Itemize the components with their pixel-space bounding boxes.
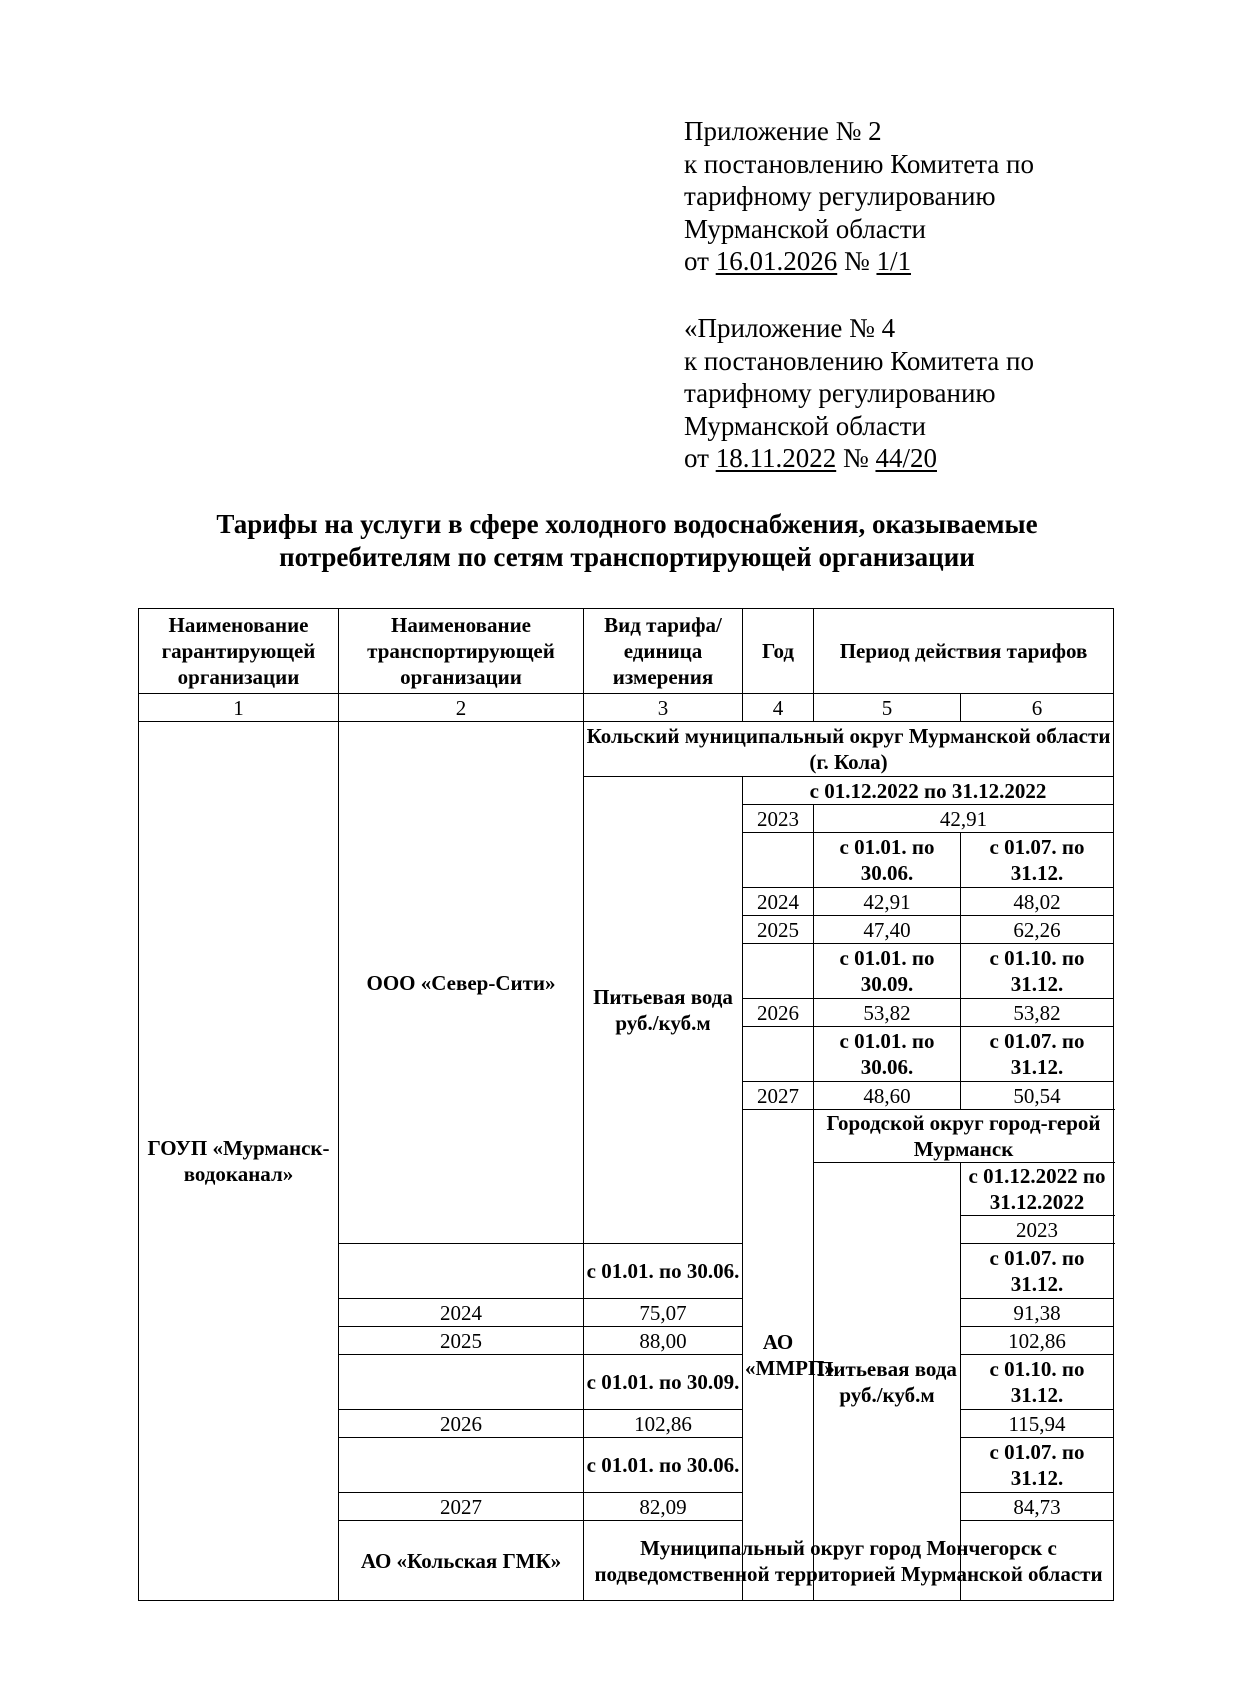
tariff-value: 82,09	[584, 1493, 743, 1521]
year-cell: 2024	[743, 888, 814, 916]
period-cell: с 01.07. по 31.12.	[961, 1438, 1114, 1493]
period-cell: с 01.01. по 30.09.	[814, 944, 961, 999]
tariff-value: 47,40	[814, 916, 961, 944]
resolution-number: 44/20	[875, 443, 937, 473]
year-cell-empty	[339, 1244, 584, 1299]
column-number: 4	[743, 694, 814, 722]
tariff-value: 102,86	[961, 1327, 1114, 1355]
appendix-line: Мурманской области	[684, 213, 926, 244]
tariff-value: 50,54	[961, 1082, 1114, 1110]
appendix-amended-header	[684, 312, 1034, 475]
date-prefix: от	[684, 443, 716, 473]
transport-org-cell: АО «Кольская ГМК»	[339, 1521, 584, 1601]
appendix-line: Мурманской области	[684, 410, 926, 441]
year-cell: 2025	[339, 1327, 584, 1355]
year-cell-empty	[743, 833, 814, 888]
appendix-current-header	[684, 115, 1034, 278]
tariff-value: 115,94	[961, 1410, 1114, 1438]
tariff-type-cell: Питьевая вода руб./куб.м	[584, 777, 743, 1244]
territory-cell: Муниципальный округ город Мончегорск с подведомственной территорией Мурманской области	[584, 1521, 1114, 1601]
appendix-title: «Приложение № 4	[684, 313, 896, 343]
period-cell: с 01.10. по 31.12.	[961, 1355, 1114, 1410]
document-title	[0, 508, 1254, 574]
tariff-value: 48,02	[961, 888, 1114, 916]
year-cell: 2027	[743, 1082, 814, 1110]
year-cell: 2024	[339, 1299, 584, 1327]
appendix-date-line	[684, 245, 1034, 278]
transport-org-cell: АО «ММРП»	[743, 1110, 814, 1601]
year-cell: 2026	[339, 1410, 584, 1438]
column-number-row	[139, 694, 1114, 722]
period-cell: с 01.01. по 30.06.	[814, 1027, 961, 1082]
column-number: 5	[814, 694, 961, 722]
header-tariff-type: Вид тарифа/ единица измерения	[584, 609, 743, 694]
tariffs-table	[138, 608, 1114, 1601]
tariff-value: 53,82	[814, 999, 961, 1027]
period-cell: с 01.12.2022 по 31.12.2022	[743, 777, 1114, 805]
tariff-value: 53,82	[961, 999, 1114, 1027]
year-cell: 2025	[743, 916, 814, 944]
appendix-line: тарифному регулированию	[684, 181, 996, 211]
tariff-value: 42,91	[814, 888, 961, 916]
tariff-value: 48,60	[814, 1082, 961, 1110]
column-number: 1	[139, 694, 339, 722]
period-cell: с 01.01. по 30.06.	[584, 1438, 743, 1493]
number-prefix: №	[837, 246, 877, 276]
header-period: Период действия тарифов	[814, 609, 1114, 694]
header-guaranteeing-org: Наименование гарантирующей организации	[139, 609, 339, 694]
tariff-value: 91,38	[961, 1299, 1114, 1327]
year-cell: 2026	[743, 999, 814, 1027]
guaranteeing-org-cell: ГОУП «Мурманск-водоканал»	[139, 722, 339, 1601]
title-line-2: потребителям по сетям транспортирующей организации	[279, 542, 975, 572]
date-prefix: от	[684, 246, 716, 276]
number-prefix: №	[836, 443, 876, 473]
tariff-type-cell: Питьевая вода руб./куб.м	[814, 1163, 961, 1601]
title-line-1: Тарифы на услуги в сфере холодного водоснабжения, оказываемые	[216, 509, 1038, 539]
year-cell-empty	[339, 1438, 584, 1493]
year-cell-empty	[339, 1355, 584, 1410]
table-row	[139, 722, 1114, 777]
year-cell-empty	[743, 1027, 814, 1082]
period-cell: с 01.07. по 31.12.	[961, 1244, 1114, 1299]
column-number: 2	[339, 694, 584, 722]
period-cell: с 01.10. по 31.12.	[961, 944, 1114, 999]
header-year: Год	[743, 609, 814, 694]
tariff-value: 102,86	[584, 1410, 743, 1438]
period-cell: с 01.07. по 31.12.	[961, 833, 1114, 888]
period-cell: с 01.07. по 31.12.	[961, 1027, 1114, 1082]
year-cell: 2027	[339, 1493, 584, 1521]
period-cell: с 01.01. по 30.09.	[584, 1355, 743, 1410]
transport-org-cell: ООО «Север-Сити»	[339, 722, 584, 1244]
period-cell: с 01.12.2022 по 31.12.2022	[961, 1163, 1114, 1216]
year-cell-empty	[743, 944, 814, 999]
header-transport-org: Наименование транспортирующей организации	[339, 609, 584, 694]
appendix-title: Приложение № 2	[684, 116, 882, 146]
resolution-date: 18.11.2022	[715, 443, 837, 473]
period-cell: с 01.01. по 30.06.	[584, 1244, 743, 1299]
appendix-line: к постановлению Комитета по	[684, 345, 1034, 376]
column-number: 6	[961, 694, 1114, 722]
tariff-value: 42,91	[814, 805, 1114, 833]
appendix-date-line	[684, 442, 1034, 475]
territory-cell: Городской округ город-герой Мурманск	[814, 1110, 1114, 1163]
header-row	[139, 609, 1114, 694]
tariff-value: 62,26	[961, 916, 1114, 944]
period-cell: с 01.01. по 30.06.	[814, 833, 961, 888]
tariff-value: 75,07	[584, 1299, 743, 1327]
resolution-number: 1/1	[876, 246, 911, 276]
year-cell: 2023	[743, 805, 814, 833]
tariff-value: 84,73	[961, 1493, 1114, 1521]
year-cell: 2023	[961, 1216, 1114, 1244]
column-number: 3	[584, 694, 743, 722]
appendix-line: к постановлению Комитета по	[684, 148, 1034, 179]
tariff-value: 88,00	[584, 1327, 743, 1355]
appendix-line: тарифному регулированию	[684, 378, 996, 408]
resolution-date: 16.01.2026	[715, 246, 838, 276]
territory-cell: Кольский муниципальный округ Мурманской области (г. Кола)	[584, 722, 1114, 777]
